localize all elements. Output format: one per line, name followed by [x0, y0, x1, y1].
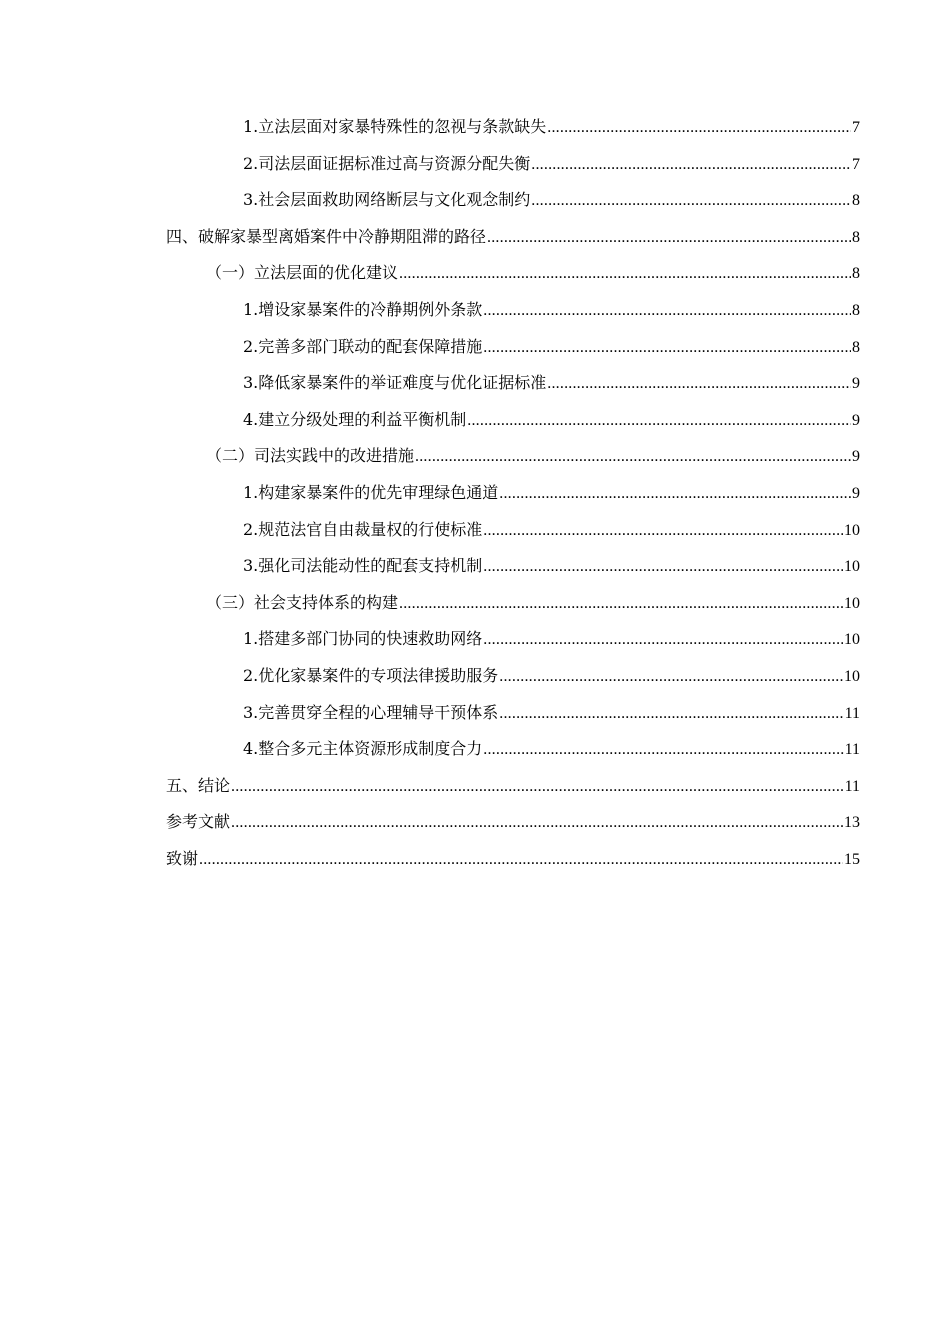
toc-dot-leader — [499, 476, 851, 513]
toc-entry-page-number: 10 — [844, 631, 860, 649]
toc-entry[interactable] — [166, 438, 860, 475]
toc-dot-leader — [399, 256, 851, 293]
toc-entry-page-number: 8 — [852, 338, 860, 356]
toc-dot-leader — [531, 183, 851, 220]
toc-entry[interactable] — [166, 402, 860, 439]
toc-entry-title: 4.整合多元主体资源形成制度合力 — [243, 739, 483, 759]
toc-entry-title: 2.司法层面证据标准过高与资源分配失衡 — [243, 153, 531, 173]
toc-entry[interactable] — [166, 255, 860, 292]
toc-dot-leader — [531, 147, 851, 184]
toc-dot-leader — [487, 220, 851, 257]
toc-entry-title: 2.规范法官自由裁量权的行使标准 — [243, 519, 483, 539]
toc-entry[interactable] — [166, 804, 860, 841]
toc-dot-leader — [483, 732, 843, 769]
toc-entry-title: （一）立法层面的优化建议 — [206, 263, 399, 283]
toc-dot-leader — [547, 110, 851, 147]
toc-entry-page-number: 9 — [852, 448, 860, 466]
toc-dot-leader — [483, 513, 843, 550]
toc-entry-page-number: 7 — [852, 119, 860, 136]
toc-dot-leader — [499, 659, 843, 696]
toc-entry-title: 致谢 — [166, 848, 199, 868]
toc-entry[interactable] — [166, 329, 860, 366]
toc-dot-leader — [399, 586, 843, 623]
toc-entry-page-number: 8 — [852, 192, 860, 210]
toc-dot-leader — [415, 439, 851, 476]
toc-entry[interactable] — [166, 731, 860, 768]
toc-entry[interactable] — [166, 475, 860, 512]
toc-dot-leader — [483, 622, 843, 659]
toc-dot-leader — [231, 805, 843, 842]
toc-entry-title: 五、结论 — [166, 775, 231, 795]
toc-entry[interactable] — [166, 841, 860, 878]
toc-dot-leader — [547, 366, 851, 403]
toc-entry-page-number: 8 — [852, 301, 860, 319]
toc-entry-page-number: 9 — [852, 375, 860, 393]
toc-dot-leader — [499, 696, 843, 733]
toc-entry[interactable] — [166, 292, 860, 329]
toc-entry[interactable] — [166, 146, 860, 183]
toc-entry-title: 参考文献 — [166, 812, 231, 832]
toc-entry[interactable] — [166, 695, 860, 732]
toc-entry[interactable] — [166, 585, 860, 622]
toc-entry[interactable] — [166, 109, 860, 146]
toc-entry-title: 2.优化家暴案件的专项法律援助服务 — [243, 665, 499, 685]
toc-entry-title: （二）司法实践中的改进措施 — [206, 446, 415, 466]
toc-entry-page-number: 13 — [844, 814, 860, 832]
toc-entry[interactable] — [166, 768, 860, 805]
toc-entry[interactable] — [166, 219, 860, 256]
table-of-contents — [166, 109, 860, 877]
toc-entry-page-number: 9 — [852, 484, 860, 502]
toc-entry-page-number: 11 — [844, 741, 860, 759]
toc-entry-page-number: 11 — [844, 704, 860, 722]
toc-entry[interactable] — [166, 658, 860, 695]
toc-dot-leader — [483, 330, 851, 367]
toc-entry[interactable] — [166, 365, 860, 402]
toc-dot-leader — [483, 549, 843, 586]
toc-entry-page-number: 8 — [852, 228, 860, 246]
toc-entry-title: 3.完善贯穿全程的心理辅导干预体系 — [243, 702, 499, 722]
toc-entry[interactable] — [166, 182, 860, 219]
toc-entry[interactable] — [166, 548, 860, 585]
toc-entry-page-number: 10 — [844, 594, 860, 612]
toc-entry-title: 1.构建家暴案件的优先审理绿色通道 — [243, 482, 499, 502]
toc-entry-page-number: 15 — [844, 850, 860, 868]
toc-entry-page-number: 10 — [844, 558, 860, 576]
toc-dot-leader — [231, 769, 844, 806]
toc-entry-page-number: 10 — [844, 667, 860, 685]
toc-entry-title: 四、破解家暴型离婚案件中冷静期阻滞的路径 — [166, 226, 487, 246]
toc-entry-page-number: 8 — [852, 265, 860, 283]
toc-entry-title: 1.搭建多部门协同的快速救助网络 — [243, 629, 483, 649]
toc-entry-title: 3.强化司法能动性的配套支持机制 — [243, 556, 483, 576]
toc-entry-page-number: 11 — [844, 777, 860, 795]
toc-entry-title: 1.立法层面对家暴特殊性的忽视与条款缺失 — [243, 117, 547, 136]
toc-entry-title: 1.增设家暴案件的冷静期例外条款 — [243, 299, 483, 319]
toc-entry-title: 3.降低家暴案件的举证难度与优化证据标准 — [243, 373, 547, 393]
toc-entry-title: 2.完善多部门联动的配套保障措施 — [243, 336, 483, 356]
toc-entry-title: （三）社会支持体系的构建 — [206, 592, 399, 612]
toc-dot-leader — [467, 403, 851, 440]
toc-entry-title: 3.社会层面救助网络断层与文化观念制约 — [243, 190, 531, 210]
toc-entry-page-number: 10 — [844, 521, 860, 539]
toc-entry-title: 4.建立分级处理的利益平衡机制 — [243, 409, 467, 429]
toc-entry-page-number: 7 — [852, 155, 860, 173]
toc-entry-page-number: 9 — [852, 411, 860, 429]
toc-entry[interactable] — [166, 621, 860, 658]
toc-dot-leader — [483, 293, 851, 330]
toc-dot-leader — [199, 842, 843, 879]
toc-entry[interactable] — [166, 512, 860, 549]
